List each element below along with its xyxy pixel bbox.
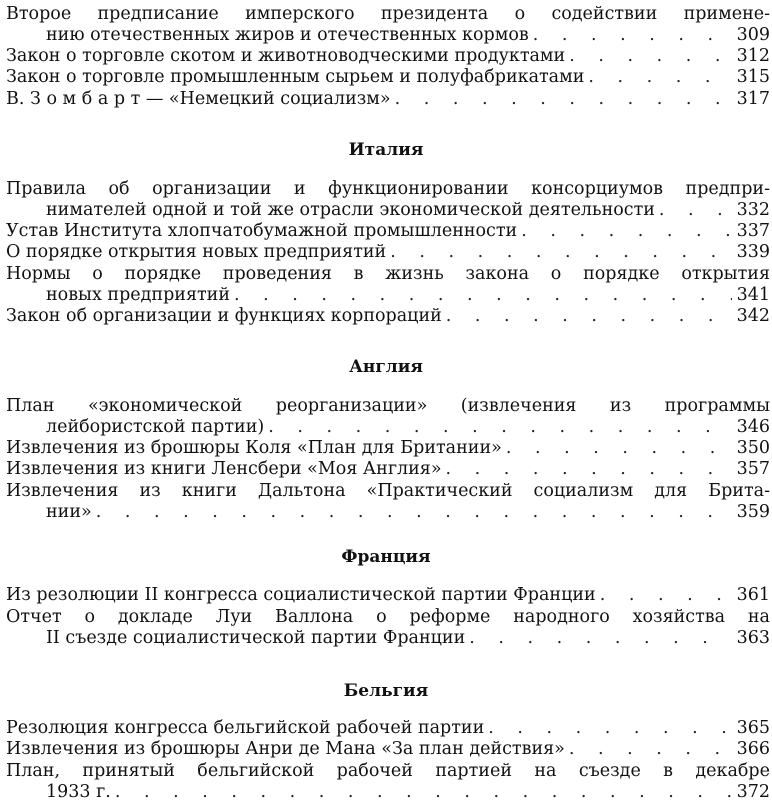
page-number: 361 bbox=[736, 585, 770, 605]
toc-entry-text: План «экономической реорганизации» (извлечения из программы bbox=[6, 396, 770, 416]
leader-dots bbox=[569, 739, 732, 760]
leader-dots bbox=[600, 585, 732, 606]
section-heading-belgium: Бельгия bbox=[343, 681, 429, 701]
page-number: 366 bbox=[736, 739, 770, 759]
page-number: 346 bbox=[736, 417, 770, 437]
leader-dots bbox=[234, 285, 732, 306]
toc-entry bbox=[6, 761, 770, 803]
section-heading-france: Франция bbox=[341, 547, 431, 567]
toc-entry-text: Извлечения из книги Ленсбери «Моя Англия» bbox=[6, 459, 442, 479]
toc-entry-text: новых предприятий bbox=[46, 285, 230, 305]
page-number: 337 bbox=[736, 221, 770, 241]
page-number: 359 bbox=[736, 502, 770, 522]
leader-dots bbox=[588, 67, 732, 88]
toc-entry bbox=[6, 221, 770, 242]
toc-entry-text: нию отечественных жиров и отечественных кормов bbox=[46, 25, 529, 45]
leader-dots bbox=[446, 459, 732, 480]
toc-entry-text: лейбористской партии) bbox=[46, 417, 265, 437]
toc-entry bbox=[6, 264, 770, 306]
toc-entry bbox=[6, 306, 770, 327]
toc-entry bbox=[6, 607, 770, 649]
page-number: 350 bbox=[736, 438, 770, 458]
page-number: 315 bbox=[736, 67, 770, 87]
toc-entry-text: Отчет о докладе Луи Валлона о реформе народного хозяйства на bbox=[6, 607, 770, 627]
toc-entry bbox=[6, 739, 770, 760]
toc-entry bbox=[6, 242, 770, 263]
toc-entry-text: Извлечения из брошюры Коля «План для Британии» bbox=[6, 438, 502, 458]
toc-entry bbox=[6, 46, 770, 67]
toc-entry-text: Извлечения из книги Дальтона «Практический социализм для Брита- bbox=[6, 481, 770, 501]
leader-dots bbox=[506, 438, 732, 459]
toc-entry bbox=[6, 4, 770, 46]
toc-entry bbox=[6, 481, 770, 523]
page-number: 365 bbox=[736, 718, 770, 738]
toc-entry-text: Закон о торговле промышленным сырьем и полуфабрикатами bbox=[6, 67, 585, 87]
page-number: 372 bbox=[736, 782, 770, 802]
leader-dots bbox=[395, 89, 732, 110]
leader-dots bbox=[533, 25, 732, 46]
toc-entry bbox=[6, 179, 770, 221]
page-number: 309 bbox=[736, 25, 770, 45]
page-number: 342 bbox=[736, 306, 770, 326]
section-heading-england: Англия bbox=[349, 357, 423, 377]
leader-dots bbox=[488, 718, 732, 739]
page-number: 312 bbox=[736, 46, 770, 66]
toc-entry-text: Извлечения из брошюры Анри де Мана «За план действия» bbox=[6, 739, 565, 759]
leader-dots bbox=[446, 306, 732, 327]
leader-dots bbox=[268, 417, 732, 438]
leader-dots bbox=[469, 628, 732, 649]
page-number: 341 bbox=[736, 285, 770, 305]
toc-entry-text: О порядке открытия новых предприятий bbox=[6, 242, 387, 262]
toc-entry-text: План, принятый бельгийской рабочей партией на съезде в декабре bbox=[6, 761, 770, 781]
leader-dots bbox=[96, 502, 732, 523]
toc-entry bbox=[6, 585, 770, 606]
toc-entry-text: нимателей одной и той же отрасли экономической деятельности bbox=[46, 200, 655, 220]
leader-dots bbox=[521, 221, 732, 242]
toc-entry-text: Из резолюции II конгресса социалистической партии Франции bbox=[6, 585, 596, 605]
toc-entry-text: Закон об организации и функциях корпораций bbox=[6, 306, 442, 326]
page-number: 339 bbox=[736, 242, 770, 262]
toc-entry-text: нии» bbox=[46, 502, 92, 522]
toc-entry bbox=[6, 438, 770, 459]
toc-entry-text: Нормы о порядке проведения в жизнь закона о порядке открытия bbox=[6, 264, 770, 284]
toc-entry bbox=[6, 396, 770, 438]
leader-dots bbox=[390, 242, 732, 263]
toc-entry bbox=[6, 89, 770, 110]
toc-entry-text: II съезде социалистической партии Франции bbox=[46, 628, 466, 648]
toc-entry-text: Резолюция конгресса бельгийской рабочей партии bbox=[6, 718, 485, 738]
page-number: 363 bbox=[736, 628, 770, 648]
toc-entry bbox=[6, 459, 770, 480]
toc-entry bbox=[6, 67, 770, 88]
toc-entry-text: Закон о торговле скотом и животноводческими продуктами bbox=[6, 46, 566, 66]
toc-entry-text: Правила об организации и функционировании консорциумов предпри- bbox=[6, 179, 770, 199]
page-number: 317 bbox=[736, 89, 770, 109]
section-heading-italy: Италия bbox=[348, 140, 424, 160]
page-number: 332 bbox=[736, 200, 770, 220]
toc-entry-text: В. З о м б а р т — «Немецкий социализм» bbox=[6, 89, 391, 109]
toc-entry-text: Устав Института хлопчатобумажной промышленности bbox=[6, 221, 518, 241]
toc-entry-text: 1933 г. bbox=[46, 782, 111, 802]
toc-entry bbox=[6, 718, 770, 739]
toc-entry-text: Второе предписание имперского президента о содействии примене- bbox=[6, 4, 770, 24]
page-number: 357 bbox=[736, 459, 770, 479]
leader-dots bbox=[569, 46, 732, 67]
leader-dots bbox=[659, 200, 732, 221]
